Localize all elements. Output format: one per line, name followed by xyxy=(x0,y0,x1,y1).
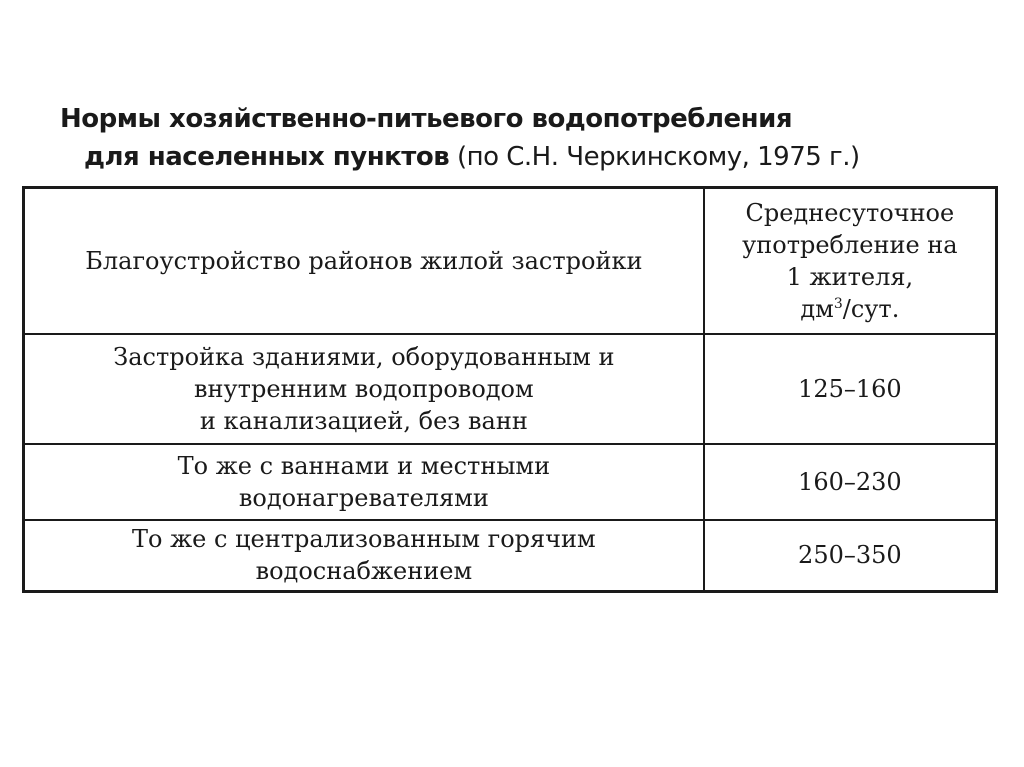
header-improvement-label: Благоустройство районов жилой застройки xyxy=(85,246,643,275)
row-value: 125–160 xyxy=(704,334,997,444)
water-norms-table xyxy=(22,186,998,593)
row-value: 250–350 xyxy=(704,520,997,592)
title-line-2-bold: для населенных пунктов xyxy=(84,142,450,172)
row-value: 160–230 xyxy=(704,444,997,520)
row-description: То же с централизованным горячим водоснабжением xyxy=(24,520,704,592)
header-unit-suffix: /сут. xyxy=(842,294,900,323)
header-unit-superscript: 3 xyxy=(833,295,843,312)
row-description: То же с ваннами и местными водонагревателями xyxy=(24,444,704,520)
header-consumption-label: Среднесуточное употребление на 1 жителя, дм xyxy=(742,198,958,323)
table-row xyxy=(24,520,997,592)
table-header-row xyxy=(24,188,997,334)
header-improvement xyxy=(24,188,704,334)
document-title xyxy=(60,100,980,176)
row-description: Застройка зданиями, оборудованным и внутренним водопроводом и канализацией, без ванн xyxy=(24,334,704,444)
title-source: (по С.Н. Черкинскому, 1975 г.) xyxy=(456,142,860,172)
table-row xyxy=(24,444,997,520)
title-line-1: Нормы хозяйственно-питьевого водопотребления xyxy=(60,104,793,134)
header-consumption xyxy=(704,188,997,334)
table-row xyxy=(24,334,997,444)
title-line-2 xyxy=(60,138,980,176)
